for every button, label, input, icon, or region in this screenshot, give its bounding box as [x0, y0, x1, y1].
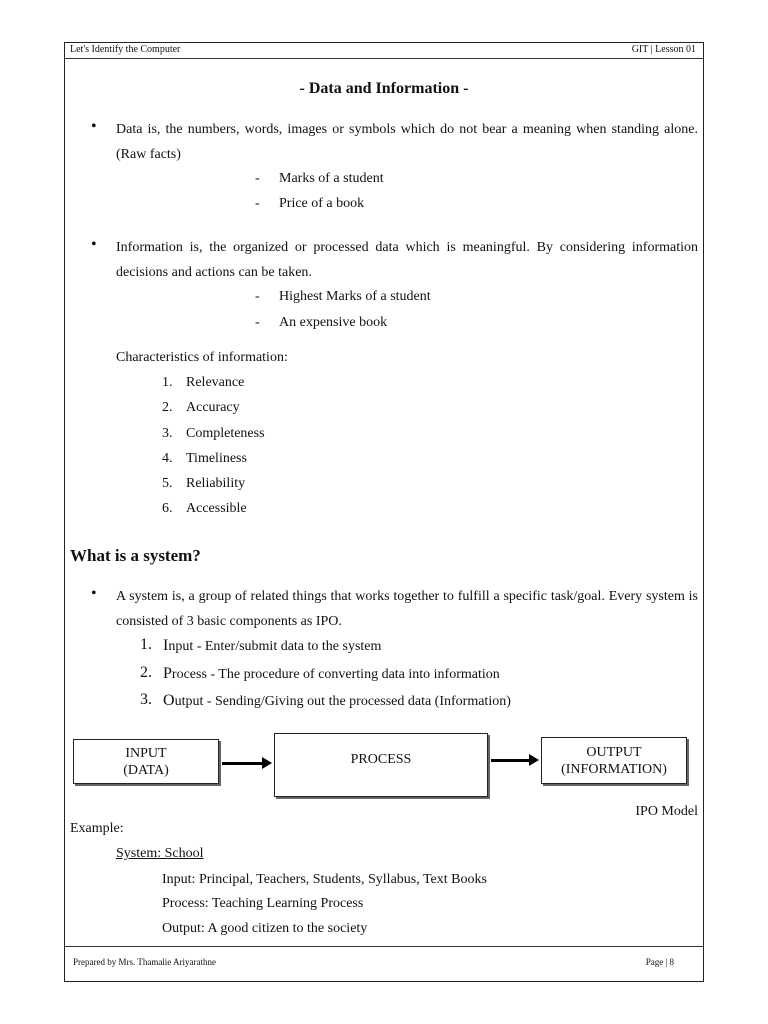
system-definition: A system is, a group of related things that works together to fulfill a specific task/goal. Every system is consisted of 3 basic components as IPO. [116, 589, 698, 629]
example-label: Example: [70, 821, 124, 836]
list-number: 4. [162, 451, 173, 466]
bullet-icon: • [91, 585, 97, 602]
component-process: Process - The procedure of converting data into information [163, 665, 500, 682]
component-output: Output - Sending/Giving out the processed data (Information) [163, 692, 511, 709]
arrow-right-icon [262, 757, 272, 769]
component-input: Input - Enter/submit data to the system [163, 637, 382, 654]
header-left: Let's Identify the Computer [70, 44, 181, 55]
page-title: - Data and Information - [299, 80, 469, 97]
arrow-shaft [222, 762, 262, 765]
characteristic-item: Accuracy [186, 400, 240, 415]
dash-icon: - [255, 315, 260, 330]
arrow-right-icon [529, 754, 539, 766]
data-definition: Data is, the numbers, words, images or symbols which do not bear a meaning when standing alone. (Raw facts) [116, 122, 698, 162]
bullet-icon: • [91, 118, 97, 135]
ipo-caption: IPO Model [635, 804, 698, 819]
component-number: 2. [140, 664, 152, 681]
information-example-2: An expensive book [279, 315, 388, 330]
dash-icon: - [255, 171, 260, 186]
example-output: Output: A good citizen to the society [162, 921, 368, 936]
list-number: 1. [162, 375, 173, 390]
footer-page-number: Page | 8 [645, 957, 674, 967]
list-number: 2. [162, 400, 173, 415]
page-border [64, 42, 704, 982]
footer-rule [64, 946, 704, 947]
characteristic-item: Accessible [186, 501, 247, 516]
ipo-process-box: PROCESS [274, 733, 488, 797]
example-input: Input: Principal, Teachers, Students, Syllabus, Text Books [162, 872, 487, 887]
dash-icon: - [255, 196, 260, 211]
characteristic-item: Relevance [186, 375, 245, 390]
example-process: Process: Teaching Learning Process [162, 896, 364, 911]
ipo-input-box: INPUT (DATA) [73, 739, 219, 784]
data-example-2: Price of a book [279, 196, 365, 211]
characteristics-heading: Characteristics of information: [116, 350, 288, 365]
characteristic-item: Reliability [186, 476, 246, 491]
system-heading: What is a system? [70, 546, 201, 565]
bullet-icon: • [91, 236, 97, 253]
characteristic-item: Timeliness [186, 451, 247, 466]
data-example-1: Marks of a student [279, 171, 384, 186]
component-number: 1. [140, 636, 152, 653]
information-example-1: Highest Marks of a student [279, 289, 431, 304]
footer-left: Prepared by Mrs. Thamalie Ariyarathne [73, 957, 217, 967]
dash-icon: - [255, 289, 260, 304]
example-system: System: School [116, 846, 204, 861]
information-definition: Information is, the organized or processed data which is meaningful. By considering information decisions and actions can be taken. [116, 240, 698, 280]
list-number: 6. [162, 501, 173, 516]
list-number: 5. [162, 476, 173, 491]
component-number: 3. [140, 691, 152, 708]
characteristic-item: Completeness [186, 426, 265, 441]
ipo-output-box: OUTPUT (INFORMATION) [541, 737, 687, 784]
header-right: GIT | Lesson 01 [631, 44, 696, 55]
header-rule [64, 58, 704, 59]
list-number: 3. [162, 426, 173, 441]
arrow-shaft [491, 759, 529, 762]
